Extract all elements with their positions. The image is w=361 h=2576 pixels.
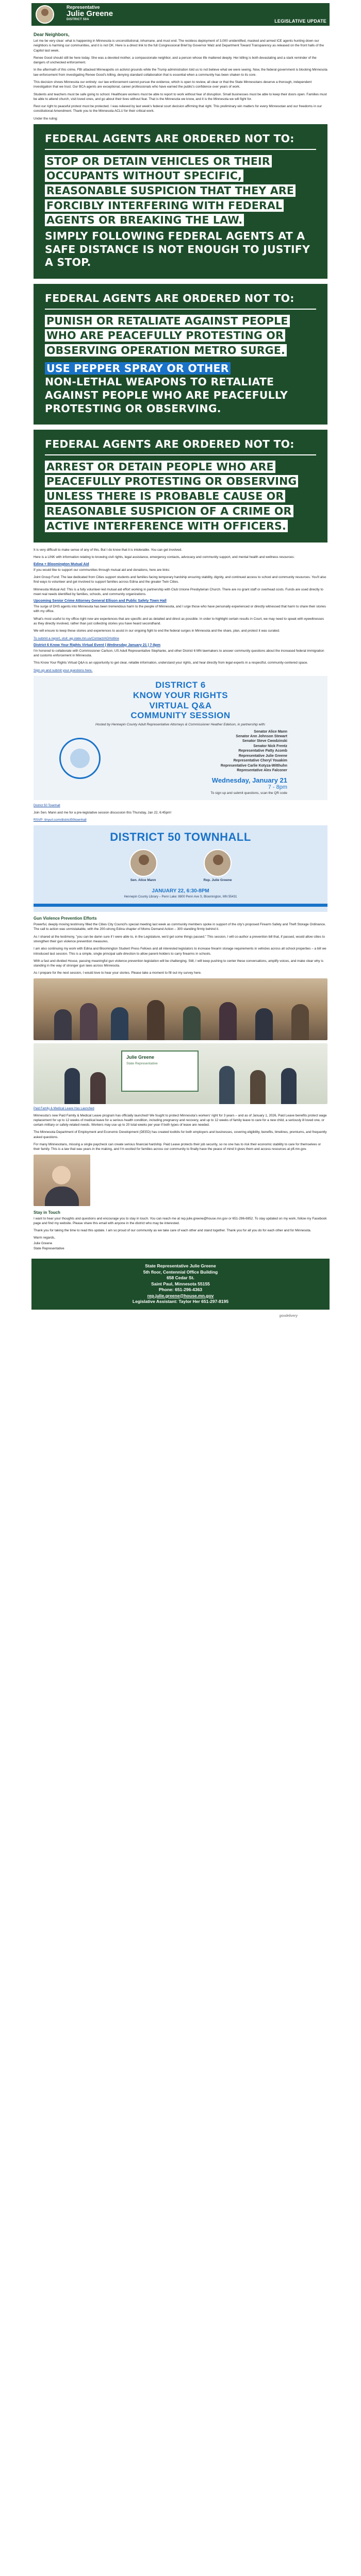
poster-time: 7 - 8pm [268, 784, 287, 790]
host-name: Sen. Alice Mann [130, 878, 156, 883]
townhall-rsvp-link[interactable]: RSVP: tinyurl.com/district50townhall [34, 818, 87, 822]
kyr-signup-link[interactable]: Sign up and submit your questions here. [34, 668, 93, 672]
person-figure [255, 1008, 273, 1040]
header-name: Julie Greene [67, 9, 113, 19]
guest-name: Representative Carlie Kotyza-Witthuhn [220, 764, 287, 768]
header-badge: LEGISLATIVE UPDATE [274, 19, 326, 24]
poster-rsvp: To sign up and submit questions, scan the QR code [210, 791, 287, 795]
poster-host: Hosted by Hennepin County Adult Representative Attorneys & Commissioner Heather Edelson, in partnership with: [95, 722, 266, 726]
footer-line: 5th floor, Centennial Office Building [143, 1269, 218, 1275]
card-footer-text: NON-LETHAL WEAPONS TO RETALIATE AGAINST PEOPLE WHO ARE PEACEFULLY PROTESTING OR OBSERVING. [45, 376, 288, 415]
header-district: DISTRICT 50A [67, 18, 89, 22]
poster-kicker: DISTRICT 6 [155, 680, 206, 690]
signoff-greeting: Warm regards, [34, 1236, 56, 1240]
guest-name: Senator Nick Frentz [253, 744, 287, 748]
guest-name: Representative Julie Greene [238, 754, 287, 758]
townhall-date: JANUARY 22, 6:30-8PM [152, 888, 209, 894]
rights-paragraph: Joint Group Fund: The law dedicated from Cities support students and families facing temporary hardship ensuring stability, dignity, and continued access to school and community resources. You'll also find ways to volunteer and get involved to support families across Edina and the greater Twin Cities. [34, 575, 326, 584]
signoff [34, 1235, 327, 1251]
intro-paragraph: In the aftermath of this crime, FBI attacked Minneapolis on activist grounds while the Trump administration told us to not believe what we were seeing. Now, the federal government is blocking Minnesota law enforcement from investigating Renee Good's killing, denying standard collaboration that is essential when a community has been shaken to its core. [34, 68, 327, 77]
kyr-paragraph: I'm honored to collaborate with Commissioner Carlson, US Adult Representative Stephanie, and other District 6 MN lawmakers to answer community questions about the increased federal immigration and customs enforcement in Minnesota. [34, 649, 324, 658]
card-highlight: PUNISH OR RETALIATE AGAINST PEOPLE WHO ARE PEACEFULLY PROTESTING OR OBSERVING OPERATION METRO SURGE. [45, 315, 290, 357]
ruling-card-2 [34, 284, 327, 425]
intro-paragraph: Rest our right to peaceful protest must be protected. I was relieved by last week's federal court decision affirming that right. This preliminary win matters for every Minnesotan and our freedoms in our constitutional Amendment. Thank you to the Minnesota ACLU for their critical work. [34, 105, 322, 113]
portrait-face [52, 1166, 71, 1184]
townhall-caption-link[interactable]: District 50 Townhall [34, 804, 60, 807]
portrait-body [45, 1187, 79, 1206]
person-figure [90, 1072, 106, 1104]
intro-paragraph: Let me be very clear: what is happening in Minnesota is unconstitutional, inhumane, and must end. The reckless deployment of 3,000 unidentified, masked and armed ICE agents hunting down our neighbors is harming our communities, and it is not OK. Here is a direct link to the full Congressional Brief by Governor Walz and Department Toward Transparency as released on the front halls of the Capitol last week. [34, 39, 324, 53]
kyr-poster [34, 676, 327, 800]
card-heading: FEDERAL AGENTS ARE ORDERED NOT TO: [45, 132, 294, 145]
guest-name: Senator Steve Cwodzinski [242, 739, 287, 743]
ruling-card-3 [34, 430, 327, 543]
poster-date: Wednesday, January 21 [211, 776, 287, 784]
townhall-location: Hennepin County Library – Penn Lake: 8800 Penn Ave S, Bloomington, MN 55431 [124, 895, 237, 899]
person-figure [291, 1004, 309, 1040]
footer-line: Saint Paul, Minnesota 55155 [151, 1281, 210, 1286]
paid-leave-press-photo [34, 1043, 327, 1104]
footer-line: State Representative Julie Greene [145, 1263, 216, 1269]
sign-board-title: Julie Greene [126, 1054, 155, 1060]
representative-photo [36, 5, 54, 24]
newsletter-footer [31, 1259, 330, 1310]
signoff-title: State Representative [34, 1246, 64, 1250]
person-figure [219, 1002, 237, 1040]
county-seal-icon [59, 738, 101, 779]
intro-paragraph: Students and teachers must be safe going to school. Healthcare workers must be able to report to work without fear of disruption. Small businesses must be able to keep their doors open. Families must be able to attend church, visit loved ones, and go about their lives without fear. That is the Minnesota we know, and it is the Minnesota we will fight for. [34, 92, 327, 101]
rights-paragraph: Minnesota Mutual Aid: This is a fully volunteer-led mutual aid effort working in partnership with Club Unione Presbyterian Church. There are no grant staff or overhead costs. Funds are used directly to meet real needs identified by families, schools, and community organizations. [34, 587, 323, 596]
person-figure [111, 1007, 128, 1040]
govdelivery-logo[interactable]: govdelivery [279, 1314, 298, 1318]
card-heading: FEDERAL AGENTS ARE ORDERED NOT TO: [45, 292, 294, 304]
leave-caption[interactable]: Paid Family & Medical Leave Has Launched [34, 1107, 94, 1110]
closing-paragraph: Thank you for taking the time to read this update. I am so proud of our community as we take care of each other and stand together. Thank you for all you do for each other and for Minnesota. [34, 1229, 311, 1233]
footer-line: Legislative Assistant: Taylor Her 651-297-8195 [132, 1299, 229, 1304]
guest-name: Representative Alex Falconer [237, 769, 287, 773]
violence-paragraph: With a fast and divided House, passing meaningful gun violence prevention legislation will be challenging. Still, I will keep pushing to center these conversations, amplify voices, and make clear why is standing in the way of stronger gun laws across Minnesota. [34, 959, 323, 968]
violence-paragraph: Powerful, deeply moving testimony filled the Cities City Council's special meeting last week as community members spoke in support of the city's proposed Firearm Safety and Theft Storage Ordinance. The call to action was unmistakable, with the 200-strong Edina chapter of Moms Demand Action – 300 standing firmly behind it. [34, 923, 326, 931]
email-newsletter [31, 3, 330, 1323]
poster-title: KNOW YOUR RIGHTS [133, 690, 228, 700]
poster-title: VIRTUAL Q&A [149, 700, 212, 710]
ag-paragraph: What's most useful to my office right now are experiences that are specific and as detailed and direct as possible. In order to highlight certain results in Court, we may need to speak with eyewitnesses as they directly involved, rather than just collecting stories you have heard secondhand. [34, 617, 324, 625]
leave-paragraph: For many Minnesotans, missing a single paycheck can create serious financial hardship. Paid Leave protects their job security, so no one has to risk their economic stability to care for themselves or their family. This is a law that was years in the making, and I'm excited for families across our community to finally have the peace of mind it gives them and access resources at pfl.mn.gov. [34, 1143, 321, 1151]
mutual-aid-link[interactable]: Edina + Bloomington Mutual Aid [34, 562, 89, 566]
closing-title: Stay in Touch [34, 1210, 60, 1215]
person-figure [250, 1070, 266, 1104]
person-figure [147, 1000, 165, 1040]
kyr-paragraph: This Know Your Rights Virtual Q&A is an opportunity to get clear, reliable information, understand your rights, and hear directly from legal experts in a respectful, community-centered space. [34, 661, 308, 665]
card-footer-text: SIMPLY FOLLOWING FEDERAL AGENTS AT A SAFE DISTANCE IS NOT ENOUGH TO JUSTIFY A STOP. [45, 230, 310, 269]
rights-paragraph: It is very difficult to make sense of any of this. But I do know that it is intolerable. You can get involved. [34, 548, 182, 552]
sign-board-sub: State Representative [126, 1061, 158, 1065]
header-role: Representative [67, 5, 100, 10]
ag-report-link[interactable]: To submit a report, visit: ag.state.mn.us/Contact/AGHotline [34, 636, 119, 640]
council-meeting-photo [34, 978, 327, 1040]
representative-portrait [34, 1155, 90, 1206]
ag-heading-link[interactable]: Upcoming Senior Crime Attorney General Ellison and Public Safety Town Hall [34, 599, 167, 603]
ag-paragraph: The surge of DHS agents into Minnesota has been tremendous harm to the people of Minnesota, and I urge those who have personally experienced or directly witnessed that harm to share their stories with my office. [34, 605, 326, 614]
card-heading: FEDERAL AGENTS ARE ORDERED NOT TO: [45, 438, 294, 451]
person-figure [80, 1003, 97, 1040]
guest-name: Senator Ann Johnson Stewart [236, 735, 287, 739]
townhall-strip [34, 904, 327, 907]
person-figure [64, 1068, 80, 1104]
townhall-host [129, 849, 157, 882]
bottom-bar [31, 1310, 330, 1323]
intro-paragraph: Under the ruling: [34, 116, 58, 121]
greeting: Dear Neighbors, [34, 32, 70, 37]
footer-email-link[interactable]: rep.julie.greene@house.mn.gov [147, 1293, 214, 1298]
guest-name: Representative Patty Acomb [238, 749, 287, 753]
intro-paragraph: Renee Good should still be here today. She was a devoted mother, a compassionate neighbor, and a person whose life mattered deeply. Her killing is both devastating and a stark reminder of the dangers of unchecked enforcement. [34, 56, 317, 65]
leave-paragraph: The Minnesota Department of Employment and Economic Development (DEED) has created toolkits for both employers and businesses, covering eligibility, benefits, timelines, premiums, and frequently asked questions. [34, 1130, 327, 1139]
poster-title: COMMUNITY SESSION [130, 710, 231, 721]
violence-paragraph: As I prepare for the next session, I would love to hear your stories. Please take a moment to fill out my survey here. [34, 971, 202, 975]
guest-name: Senator Alice Mann [254, 730, 287, 734]
intro-paragraph: This decision shows Minnesota our entirely: our law enforcement cannot pursue the evidence, which is open to review, all clear or that the State Minnesotans deserve a thorough, independent investigation that we trust. Our BCA agents are exceptional, career professionals who have earned the public's confidence over years of work. [34, 80, 312, 89]
violence-paragraph: As I shared at the testimony, "you can be damn sure if I were able to, in the Legislature, we'd get some things passed." This session, I will co-author a prevention bill that, if passed, would allow cities to strengthen their gun violence prevention measures. [34, 935, 325, 943]
card-rule [45, 309, 316, 310]
host-name: Rep. Julie Greene [203, 878, 232, 883]
card-highlight: STOP OR DETAIN VEHICLES OR THEIR OCCUPANTS WITHOUT SPECIFIC, REASONABLE SUSPICION THAT THEY ARE FORCIBLY INTERFERING WITH FEDERAL AGENTS OR BREAKING THE LAW. [45, 155, 296, 227]
townhall-title: DISTRICT 50 TOWNHALL [110, 831, 251, 844]
person-figure [219, 1066, 235, 1104]
header-text [67, 5, 113, 21]
card-rule [45, 149, 316, 150]
person-figure [183, 1006, 201, 1040]
townhall-hosts [34, 849, 327, 882]
host-photo [204, 849, 232, 877]
card-highlight: ARREST OR DETAIN PEOPLE WHO ARE PEACEFULLY PROTESTING OR OBSERVING UNLESS THERE IS PROBABLE CAUSE OR REASONABLE SUSPICION OF A CRIME OR ACTIVE INTERFERENCE WITH OFFICERS. [45, 461, 298, 532]
kyr-heading-link[interactable]: District 6 Know Your Rights Virtual Event | Wednesday January 21 | 7-8pm [34, 643, 161, 647]
violence-paragraph: I am also continuing my work with Edina and Bloomington Student Press Fellows and all interested legislators to increase firearm storage requirements in vehicles across all school properties – a bill we introduced last session. This is a simple, single principal safe direction to allow parent-holders to carry firearms in schools. [34, 947, 326, 956]
guest-name: Representative Cheryl Youakim [233, 759, 287, 763]
person-figure [54, 1009, 72, 1040]
ag-paragraph: We will ensure to keep these stories and experiences to assist in our ongoing fight to end the federal surges in Minnesota and the share, plan, and protect it was curated. [34, 629, 280, 633]
closing-paragraph: I want to hear your thoughts and questions and encourage you to stay in touch. You can reach me at rep.julie.greene@house.mn.gov or 651-296-6952. To stay updated on my work, follow my Facebook page and find my website. Please share this email with anyone in the district who may be interested. [34, 1216, 327, 1225]
signoff-name: Julie Greene [34, 1241, 53, 1245]
rights-paragraph: If you would like to support our communities through mutual aid and donations, here are links: [34, 568, 170, 572]
rights-paragraph: Here is a LINK with information relating to knowing civil rights, legal assistance, emergency contacts, advocacy and community support, and mental health and wellness resources: [34, 555, 295, 560]
person-figure [281, 1068, 297, 1104]
newsletter-body [31, 26, 330, 1251]
townhall-poster [34, 825, 327, 912]
ruling-card-1 [34, 124, 327, 279]
townhall-host [204, 849, 232, 882]
footer-line: Phone: 651-296-4363 [158, 1287, 203, 1293]
footer-line: 658 Cedar St. [167, 1275, 194, 1281]
card-highlight-blue: USE PEPPER SPRAY OR OTHER [45, 362, 231, 375]
leave-paragraph: Minnesota's new Paid Family & Medical Leave program has officially launched! We fought to protect Minnesota's workers' right for 3 years – and as of January 1, 2026, Paid Leave benefits protect wage replacement for up to 12 weeks of medical leave for a serious health condition, including pregnancy and recovery, and up to 12 weeks of family leave to care for a new child, a seriously ill loved one, or certain military or safety-related needs. Workers may use up to 20 total weeks per year if both types of leave are needed. [34, 1113, 327, 1127]
townhall-paragraph: Join Sen. Mann and me for a pre-legislative session discussion this Thursday, Jan 22, 6:45pm! [34, 810, 172, 815]
host-photo [129, 849, 157, 877]
newsletter-header [31, 3, 330, 26]
card-rule [45, 454, 316, 455]
violence-title: Gun Violence Prevention Efforts [34, 916, 97, 921]
